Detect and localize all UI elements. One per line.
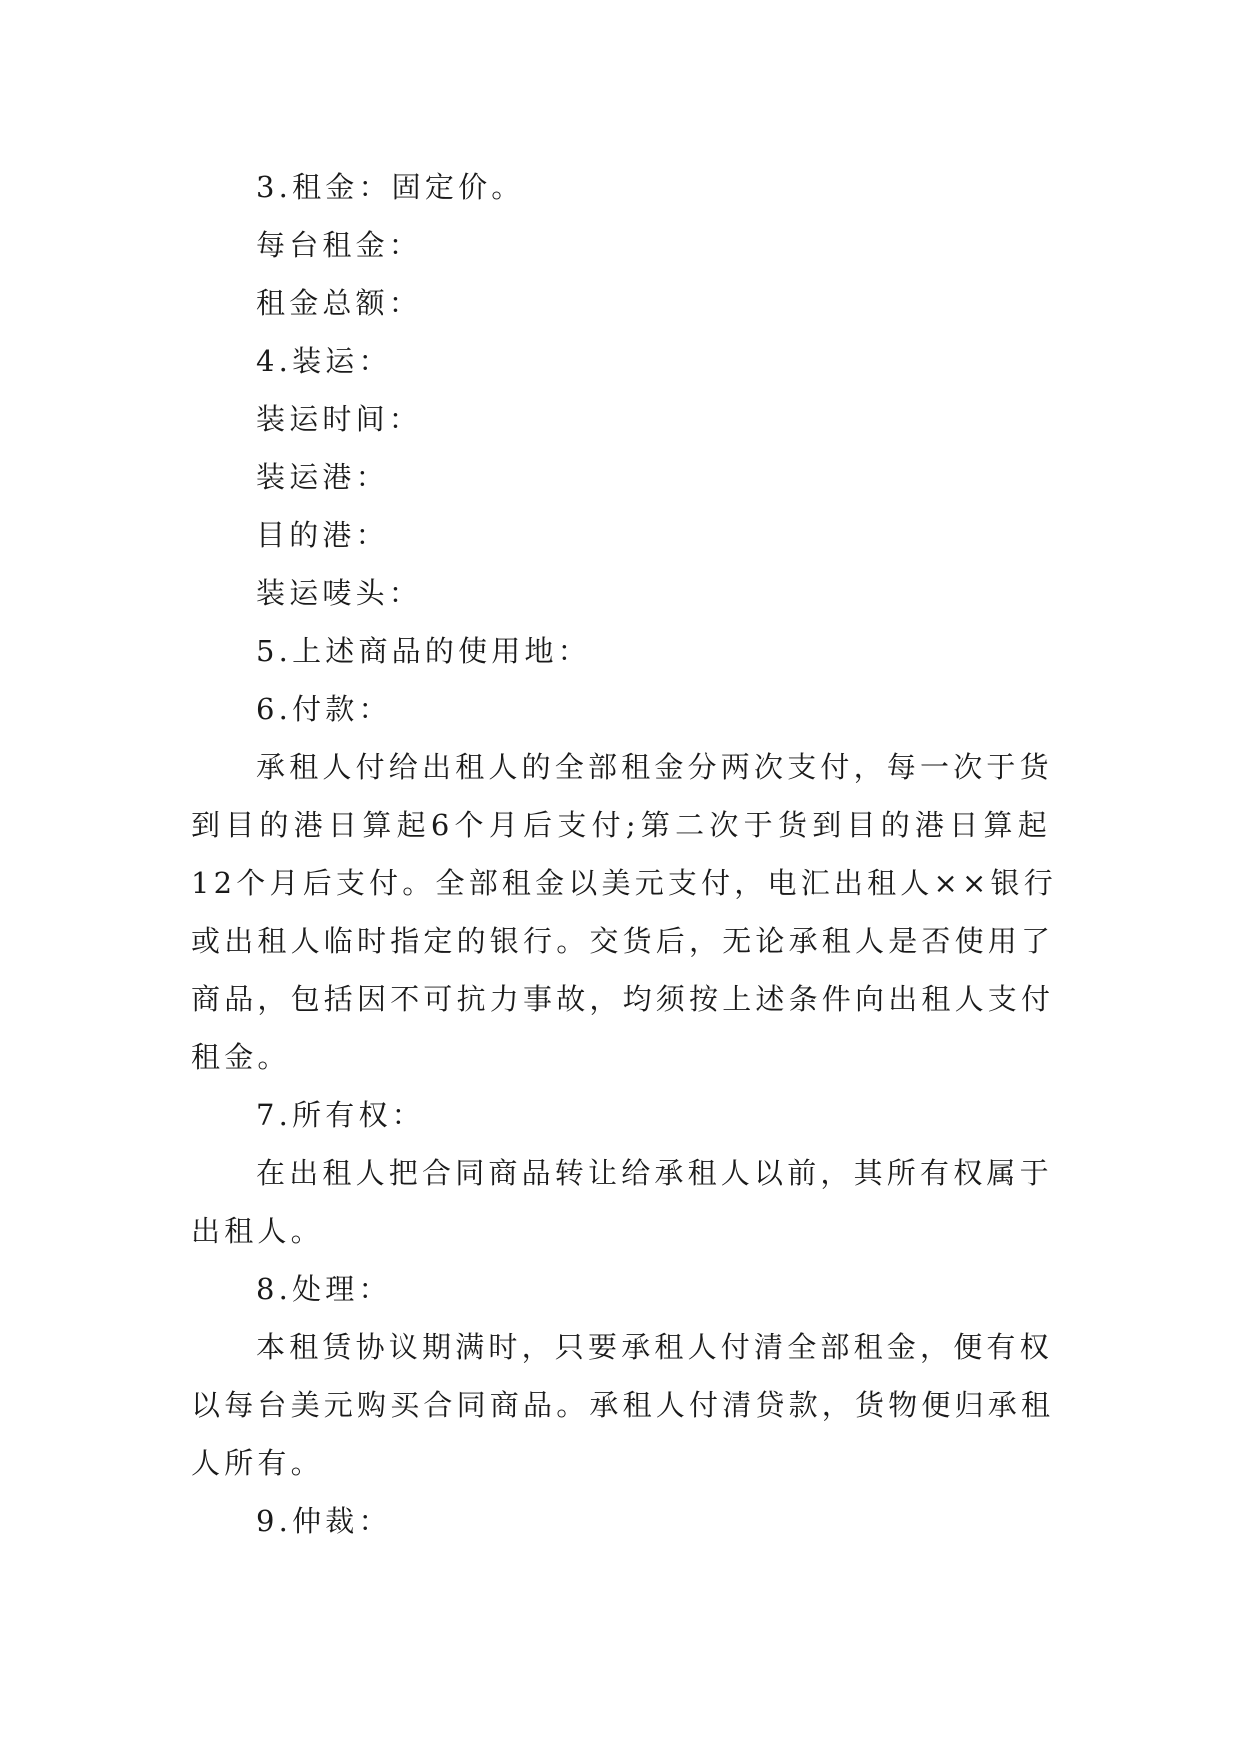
destination-port-label: 目的港： <box>256 518 389 552</box>
clause-8-heading: 8.处理： <box>256 1272 392 1306</box>
shipment-time-label: 装运时间： <box>256 402 423 436</box>
loading-port-label: 装运港： <box>256 460 389 494</box>
clause-3-heading: 3.租金：固定价。 <box>256 170 525 204</box>
clause-6-heading: 6.付款： <box>256 692 392 726</box>
rent-total-label: 租金总额： <box>256 286 423 320</box>
ownership-paragraph-line-1: 在出租人把合同商品转让给承租人以前，其所有权属于 <box>256 1156 1053 1190</box>
clause-4-heading: 4.装运： <box>256 344 392 378</box>
disposal-paragraph-line-3: 人所有。 <box>191 1446 324 1480</box>
ownership-paragraph-line-2: 出租人。 <box>191 1214 324 1248</box>
clause-9-heading: 9.仲裁： <box>256 1504 392 1538</box>
shipping-mark-label: 装运唛头： <box>256 576 423 610</box>
payment-paragraph-line-5: 商品，包括因不可抗力事故，均须按上述条件向出租人支付 <box>191 982 1055 1016</box>
clause-7-heading: 7.所有权： <box>256 1098 425 1132</box>
payment-paragraph-line-1: 承租人付给出租人的全部租金分两次支付，每一次于货 <box>256 750 1053 784</box>
disposal-paragraph-line-1: 本租赁协议期满时，只要承租人付清全部租金，便有权 <box>256 1330 1053 1364</box>
payment-paragraph-line-4: 或出租人临时指定的银行。交货后，无论承租人是否使用了 <box>191 924 1055 958</box>
payment-paragraph-line-2: 到目的港日算起6个月后支付;第二次于货到目的港日算起 <box>191 808 1051 842</box>
disposal-paragraph-line-2: 以每台美元购买合同商品。承租人付清贷款，货物便归承租 <box>191 1388 1055 1422</box>
rent-per-unit-label: 每台租金： <box>256 228 423 262</box>
clause-5-heading: 5.上述商品的使用地： <box>256 634 591 668</box>
payment-paragraph-line-3: 12个月后支付。全部租金以美元支付，电汇出租人××银行 <box>191 866 1057 900</box>
payment-paragraph-line-6: 租金。 <box>191 1040 291 1074</box>
